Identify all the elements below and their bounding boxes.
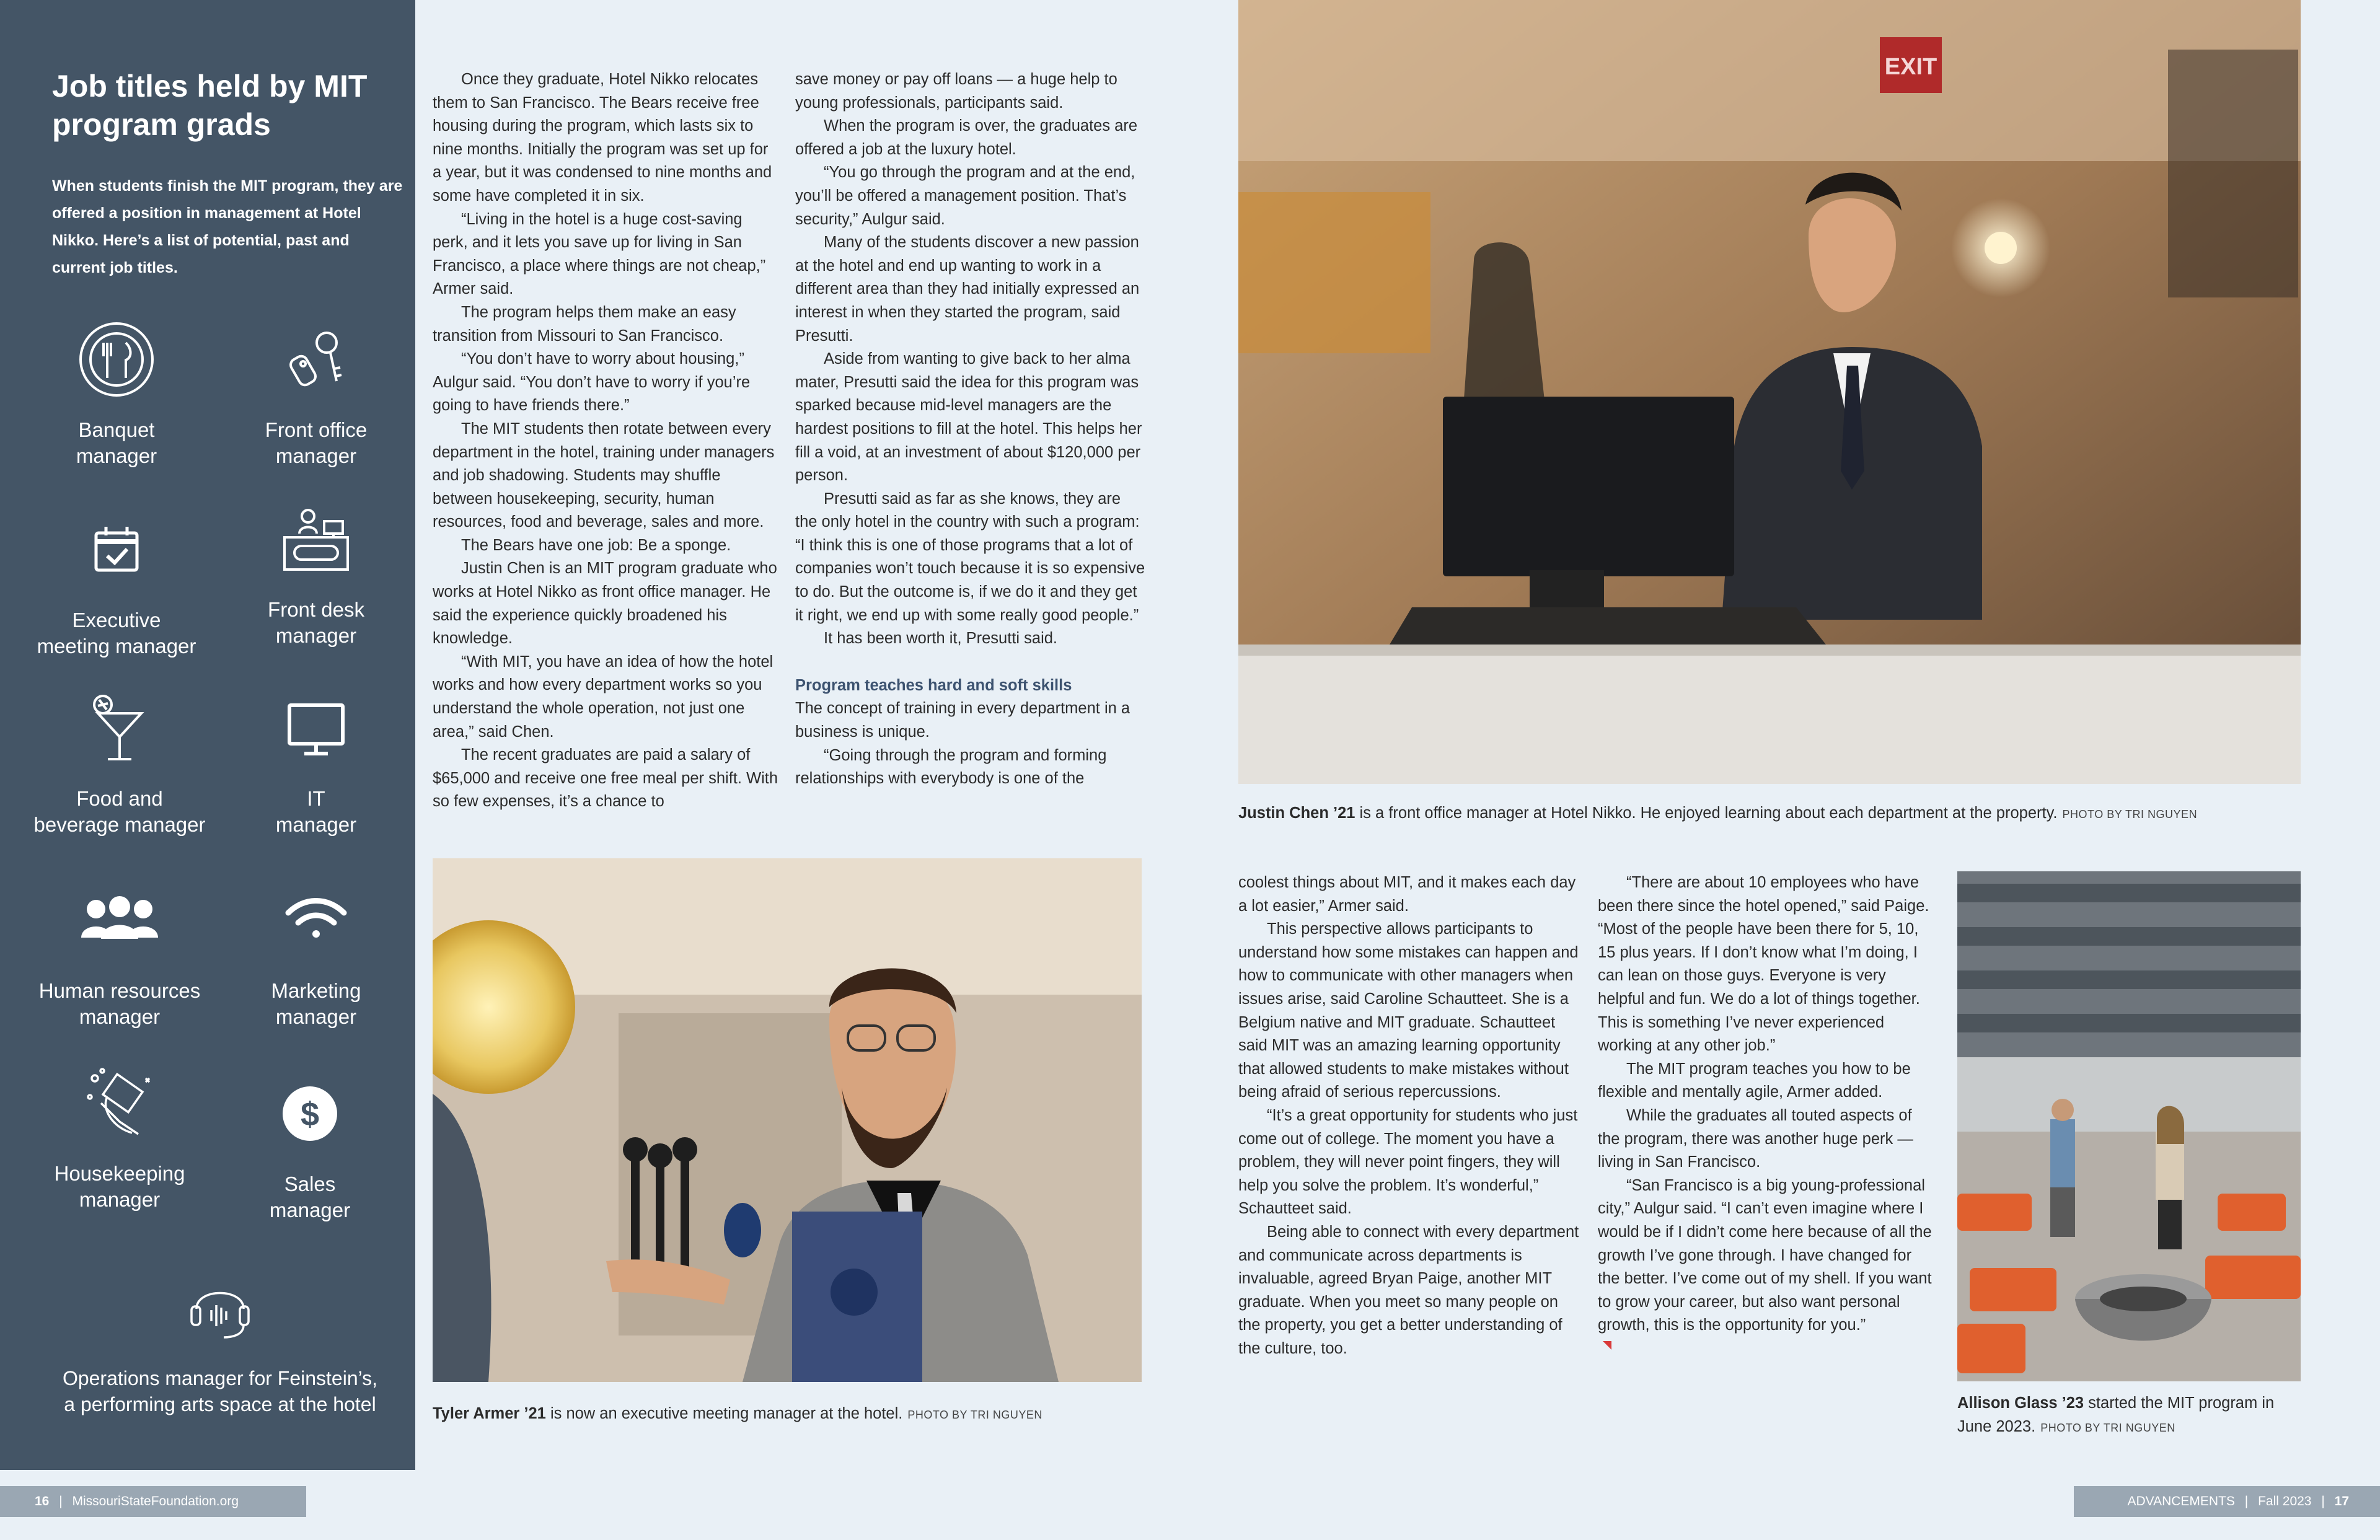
subhead: Program teaches hard and soft skills [795,676,1072,694]
article-column-3 [1238,871,1582,1360]
caption-text: is now an executive meeting manager at the hotel. [545,1405,903,1422]
headset-icon [174,1261,267,1354]
job-front-office-manager [223,313,409,469]
job-titles-sidebar [0,0,415,1470]
paragraph: “There are about 10 employees who have been there since the hotel opened,” said Paige. “Most of the people have been there for 5, 10, 15 plus years. If I don’t know what I’m doing, I can lean on those guys. Everyone is very helpful and fun. We do a lot of things together. [1598,874,1929,1008]
page-number-right: 17 [2334,1494,2349,1508]
job-food-beverage-manager [24,682,216,838]
paragraph: This perspective allows participants to understand how some mistakes can happen and how to communicate with other managers when issues arise, said Caroline Schautteet. She is a Belgium native and MIT graduate. Schautteet said MIT was an amazing learning opportunity that allowed students to make mistakes without being afraid of serious repercussions. [1238,920,1579,1101]
article-end-mark [1603,1341,1611,1350]
dollar-coin-icon [263,1067,356,1160]
job-banquet-manager [24,313,209,469]
paragraph: Being able to connect with every department and communicate across departments is invaluable, agreed Bryan Paige, another MIT graduate. When you meet so many people on the property, you get a better understanding of the culture, too. [1238,1223,1579,1357]
cocktail-icon [73,682,166,775]
paragraph: The recent graduates are paid a salary of $65,000 and receive one free meal per shift. With so few expenses, it’s a chance to [433,746,778,811]
job-label: Operations manager for Feinstein’s, a performing arts space at the hotel [62,1367,378,1415]
paragraph: “It’s a great opportunity for students who just come out of college. The moment you have a problem, they will never point fingers, they will help you solve the problem. It’s wonderful,” Schautteet said. [1238,1106,1578,1218]
job-executive-meeting-manager [24,503,209,659]
caption-text: started the MIT program in June 2023. [1957,1394,2275,1435]
paragraph: While the graduates all touted aspects of the program, there was another huge perk — living in San Francisco. [1598,1106,1913,1171]
paragraph: coolest things about MIT, and it makes each day a lot easier,” Armer said. [1238,874,1576,915]
job-label: Executive meeting manager [37,609,196,658]
keys-icon [270,313,363,406]
job-it-manager [223,682,409,838]
paragraph: Many of the students discover a new passion at the hotel and end up wanting to work in a different area than they had initially expressed an interest in when they started the program, said Presutti. [795,234,1140,345]
job-sales-manager [217,1067,403,1223]
job-label: Human resources manager [38,979,201,1028]
job-label: Housekeeping manager [54,1162,185,1211]
paragraph: It has been worth it, Presutti said. [824,630,1058,648]
article-column-4 [1598,871,1936,1360]
front-desk-icon [270,493,363,586]
job-front-desk-manager [223,493,409,649]
caption-tyler-armer [433,1402,1142,1427]
calendar-check-icon [70,503,163,596]
paragraph: This is something I’ve never experienced working at any other job.” [1598,1013,1885,1055]
paragraph: The Bears have one job: Be a sponge. [461,536,731,554]
paragraph: Presutti said as far as she knows, they are the only hotel in the country with such a program: “I think this is one of those programs that a lot of companies won’t touch because it is so expensive to do. But the outcome is, if we do it and they get it right, we end up with some really good people.” [795,490,1145,624]
caption-text: is a front office manager at Hotel Nikko. He enjoyed learning about each department at the property. [1355,804,2058,822]
footer-separator: | [2321,1494,2325,1508]
footer-right [2074,1486,2380,1517]
footer-separator: | [2244,1494,2249,1508]
footer-separator: | [59,1494,63,1508]
svg-text:$: $ [300,1096,320,1133]
monitor-icon [270,682,363,775]
paragraph: “You go through the program and at the end, you’ll be offered a management position. That’s security,” Aulgur said. [795,164,1135,228]
paragraph: “Going through the program and forming relationships with everybody is one of the [795,746,1107,788]
article-column-2 [795,68,1145,791]
paragraph: Once they graduate, Hotel Nikko relocates them to San Francisco. The Bears receive free housing during the program, which lasts six to nine months. Initially the program was set up for a year, but it was condensed to nine months and some have completed it in six. [433,71,772,205]
job-label: Front office manager [265,418,368,467]
photo-justin-chen [1238,0,2301,784]
footer-site-link[interactable]: MissouriStateFoundation.org [72,1494,239,1508]
job-label: Banquet manager [76,418,157,467]
paragraph: save money or pay off loans — a huge help to young professionals, participants said. [795,71,1117,112]
cleaning-hand-icon [73,1057,166,1150]
photo-allison-glass [1957,871,2301,1381]
job-human-resources-manager [24,874,216,1030]
caption-name: Allison Glass ’23 [1957,1394,2084,1412]
paragraph: “With MIT, you have an idea of how the hotel works and how every department works so you understand the whole operation, not just one area,” said Chen. [433,653,774,741]
paragraph: “You don’t have to worry about housing,” Aulgur said. “You don’t have to worry if you’re going to have friends there.” [433,350,751,415]
paragraph: Justin Chen is an MIT program graduate who works at Hotel Nikko as front office manager. He said the experience quickly broadened his knowledge. [433,560,777,648]
svg-text:EXIT: EXIT [1884,54,1937,80]
people-icon [73,874,166,967]
paragraph: “Living in the hotel is a huge cost-saving perk, and it lets you save up for living in San Francisco, a place where things are not cheap,” Armer said. [433,210,766,298]
page-number-left: 16 [35,1494,50,1508]
paragraph: The program helps them make an easy transition from Missouri to San Francisco. [433,303,736,345]
photo-credit: PHOTO BY TRI NGUYEN [2062,808,2198,821]
job-marketing-manager [223,874,409,1030]
sidebar-intro: When students finish the MIT program, they are offered a position in management at Hotel Nikko. Here’s a list of potential, past and current job titles. [52,177,403,276]
caption-justin-chen [1238,801,2301,826]
wifi-icon [270,874,363,967]
job-label: IT manager [275,787,357,836]
photo-credit: PHOTO BY TRI NGUYEN [2040,1422,2175,1434]
photo-tyler-armer [433,858,1142,1382]
job-label: Sales manager [269,1173,351,1221]
job-label: Front desk manager [268,598,364,647]
job-label: Marketing manager [271,979,361,1028]
job-label: Food and beverage manager [33,787,206,836]
job-operations-manager [37,1261,403,1417]
paragraph: When the program is over, the graduates are offered a job at the luxury hotel. [795,117,1138,158]
caption-name: Tyler Armer ’21 [433,1405,546,1422]
paragraph: “San Francisco is a big young-professional city,” Aulgur said. “I can’t even imagine where I would be if I didn’t come here because of all the growth I’ve gone through. I have changed for the better. I’ve come out of my shell. If you want to grow your career, but also want personal growth, this is the opportunity for you.” [1598,1176,1932,1334]
article-column-1 [433,68,780,814]
publication-name: ADVANCEMENTS [2127,1494,2235,1508]
caption-allison-glass [1957,1391,2304,1440]
caption-name: Justin Chen ’21 [1238,804,1355,822]
job-housekeeping-manager [24,1057,216,1213]
plate-cutlery-icon [70,313,163,406]
paragraph: The MIT program teaches you how to be flexible and mentally agile, Armer added. [1598,1060,1911,1101]
footer-left [0,1486,306,1517]
paragraph: The concept of training in every department in a business is unique. [795,700,1130,741]
photo-credit: PHOTO BY TRI NGUYEN [907,1409,1042,1421]
paragraph: The MIT students then rotate between every department in the hotel, training under managers and job shadowing. Students may shuffle between housekeeping, security, human resources, food and beverage, sales and more. [433,420,775,531]
paragraph: Aside from wanting to give back to her alma mater, Presutti said the idea for this program was sparked because mid-level managers are the hardest positions to fill at the hotel. This helps her fill a void, at an investment of about $120,000 per person. [795,350,1142,485]
sidebar-title: Job titles held by MIT program grads [52,69,368,142]
issue-date: Fall 2023 [2258,1494,2312,1508]
